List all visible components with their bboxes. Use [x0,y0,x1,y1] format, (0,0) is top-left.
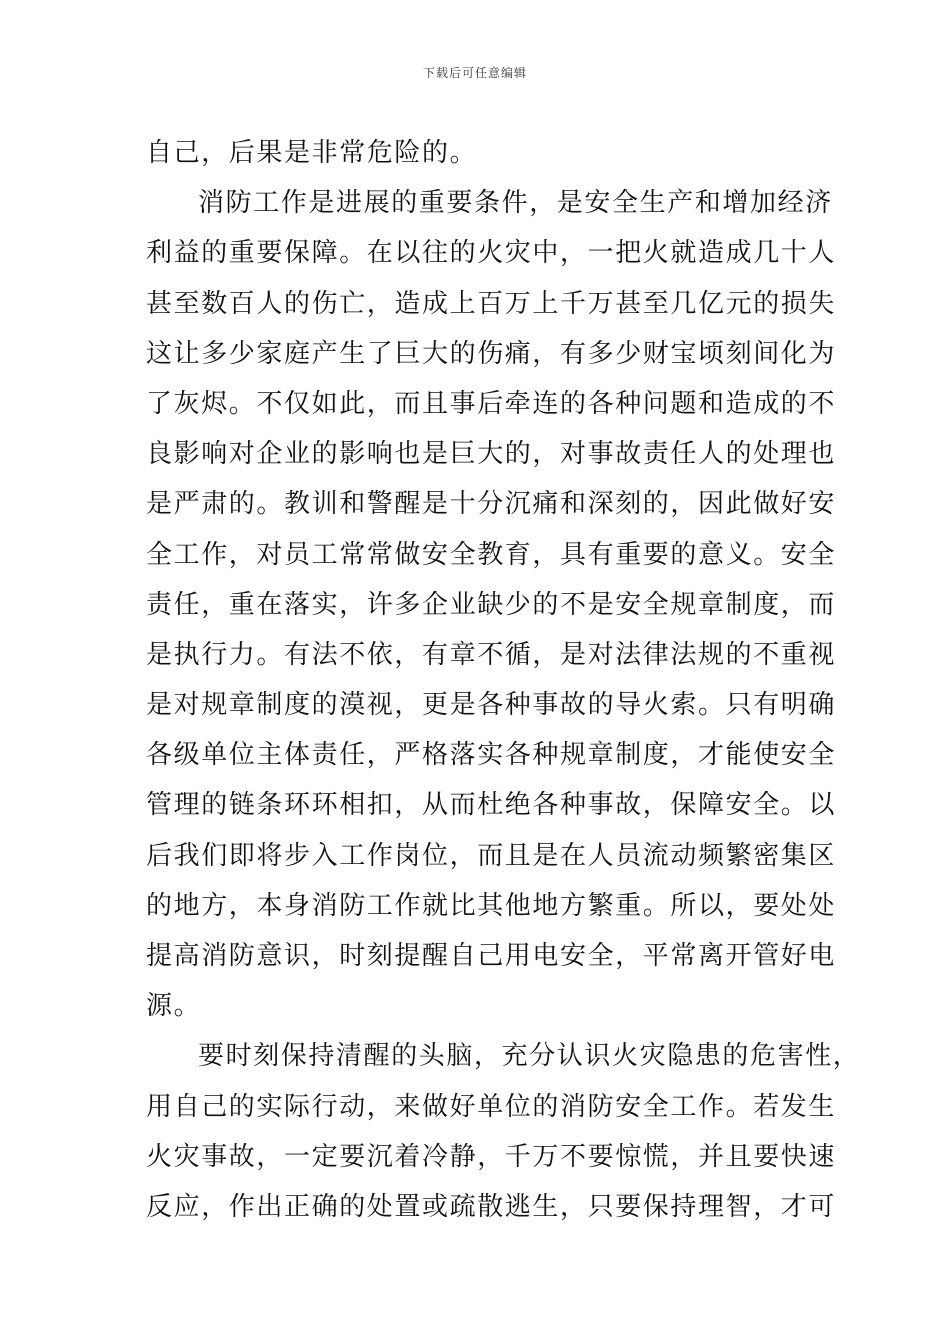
text-line: 提高消防意识，时刻提醒自己用电安全，平常离开管好电 [146,941,837,971]
text-line: 的地方，本身消防工作就比其他地方繁重。所以，要处处 [146,890,837,921]
text-line: 甚至数百人的伤亡，造成上百万上千万甚至几亿元的损失 [146,288,837,319]
paragraph-first-line: 要时刻保持清醒的头脑，充分认识火灾隐患的危害性， [198,1041,861,1072]
text-line: 火灾事故，一定要沉着冷静，千万不要惊慌，并且要快速 [146,1141,837,1172]
text-line: 责任，重在落实，许多企业缺少的不是安全规章制度，而 [146,589,837,620]
text-line: 管理的链条环环相扣，从而杜绝各种事故，保障安全。以 [146,790,837,821]
text-line: 各级单位主体责任，严格落实各种规章制度，才能使安全 [146,740,837,771]
text-line: 是严肃的。教训和警醒是十分沉痛和深刻的，因此做好安 [146,489,837,520]
text-line: 利益的重要保障。在以往的火灾中，一把火就造成几十人 [146,238,837,269]
text-line: 后我们即将步入工作岗位，而且是在人员流动频繁密集区 [146,840,837,871]
text-line: 这让多少家庭产生了巨大的伤痛，有多少财宝顷刻间化为 [146,338,837,369]
paragraph-first-line: 消防工作是进展的重要条件，是安全生产和增加经济 [198,188,833,219]
text-line: 用自己的实际行动，来做好单位的消防安全工作。若发生 [146,1091,837,1122]
text-line: 是执行力。有法不依，有章不循，是对法律法规的不重视 [146,639,837,670]
page-header: 下载后可任意编辑 [422,66,527,80]
text-line: 自己，后果是非常危险的。 [146,138,478,168]
text-line: 是对规章制度的漠视，更是各种事故的导火索。只有明确 [146,690,837,721]
text-line: 反应，作出正确的处置或疏散逃生，只要保持理智，才可 [146,1191,837,1222]
text-line: 良影响对企业的影响也是巨大的，对事故责任人的处理也 [146,439,837,470]
text-line: 源。 [146,991,202,1022]
text-line: 了灰烬。不仅如此，而且事后牵连的各种问题和造成的不 [146,388,837,419]
text-line: 全工作，对员工常常做安全教育，具有重要的意义。安全 [146,539,837,570]
body-text [146,128,861,1232]
